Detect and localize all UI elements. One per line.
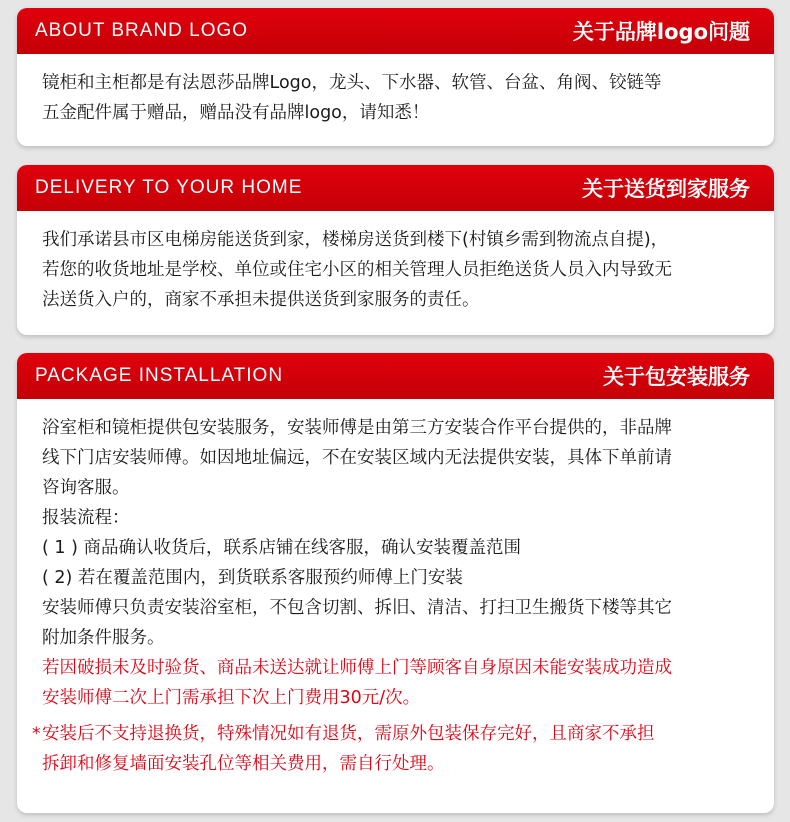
installation-title-cn: 关于包安装服务 xyxy=(603,365,750,389)
delivery-line: 法送货入户的，商家不承担未提供送货到家服务的责任。 xyxy=(42,290,480,310)
installation-line: 咨询客服。 xyxy=(42,478,130,498)
brand-logo-header xyxy=(17,8,774,54)
delivery-line: 我们承诺县市区电梯房能送货到家，楼梯房送货到楼下(村镇乡需到物流点自提)， xyxy=(42,230,669,250)
installation-line: 附加条件服务。 xyxy=(42,628,165,648)
brand-logo-body xyxy=(17,54,774,128)
brand-logo-line: 五金配件属于赠品，赠品没有品牌logo，请知悉！ xyxy=(42,103,430,123)
brand-logo-title-cn: 关于品牌logo问题 xyxy=(572,20,750,44)
installation-title-en: PACKAGE INSTALLATION xyxy=(35,365,284,386)
delivery-card xyxy=(17,165,774,335)
installation-body xyxy=(17,399,774,779)
delivery-body xyxy=(17,211,774,315)
delivery-line: 若您的收货地址是学校、单位或住宅小区的相关管理人员拒绝送货人员入内导致无 xyxy=(42,260,672,280)
delivery-title-en: DELIVERY TO YOUR HOME xyxy=(35,177,303,198)
installation-note-line xyxy=(32,719,749,749)
brand-logo-line: 镜柜和主柜都是有法恩莎品牌Logo，龙头、下水器、软管、台盆、角阀、铰链等 xyxy=(42,73,662,93)
asterisk-icon: * xyxy=(32,724,41,744)
installation-warning-line: 若因破损未及时验货、商品未送达就让师傅上门等顾客自身原因未能安装成功造成 xyxy=(42,658,672,678)
delivery-header xyxy=(17,165,774,211)
installation-note-text: 安装后不支持退换货，特殊情况如有退货，需原外包装保存完好，且商家不承担 xyxy=(42,724,655,744)
installation-note-line: 拆卸和修复墙面安装孔位等相关费用，需自行处理。 xyxy=(42,754,445,774)
installation-line: 线下门店安装师傅。如因地址偏远，不在安装区域内无法提供安装，具体下单前请 xyxy=(42,448,672,468)
installation-header xyxy=(17,353,774,399)
brand-logo-card xyxy=(17,8,774,146)
installation-card xyxy=(17,353,774,813)
brand-logo-title-en: ABOUT BRAND LOGO xyxy=(35,20,249,41)
installation-step-2: ( 2) 若在覆盖范围内，到货联系客服预约师傅上门安装 xyxy=(42,568,463,588)
installation-warning-line: 安装师傅二次上门需承担下次上门费用30元/次。 xyxy=(42,688,421,708)
delivery-title-cn: 关于送货到家服务 xyxy=(582,177,750,201)
installation-step-1: ( 1 ) 商品确认收货后，联系店铺在线客服，确认安装覆盖范围 xyxy=(42,538,521,558)
installation-process-heading: 报装流程： xyxy=(42,508,130,528)
installation-line: 安装师傅只负责安装浴室柜，不包含切割、拆旧、清洁、打扫卫生搬货下楼等其它 xyxy=(42,598,672,618)
installation-line: 浴室柜和镜柜提供包安装服务，安装师傅是由第三方安装合作平台提供的，非品牌 xyxy=(42,418,672,438)
